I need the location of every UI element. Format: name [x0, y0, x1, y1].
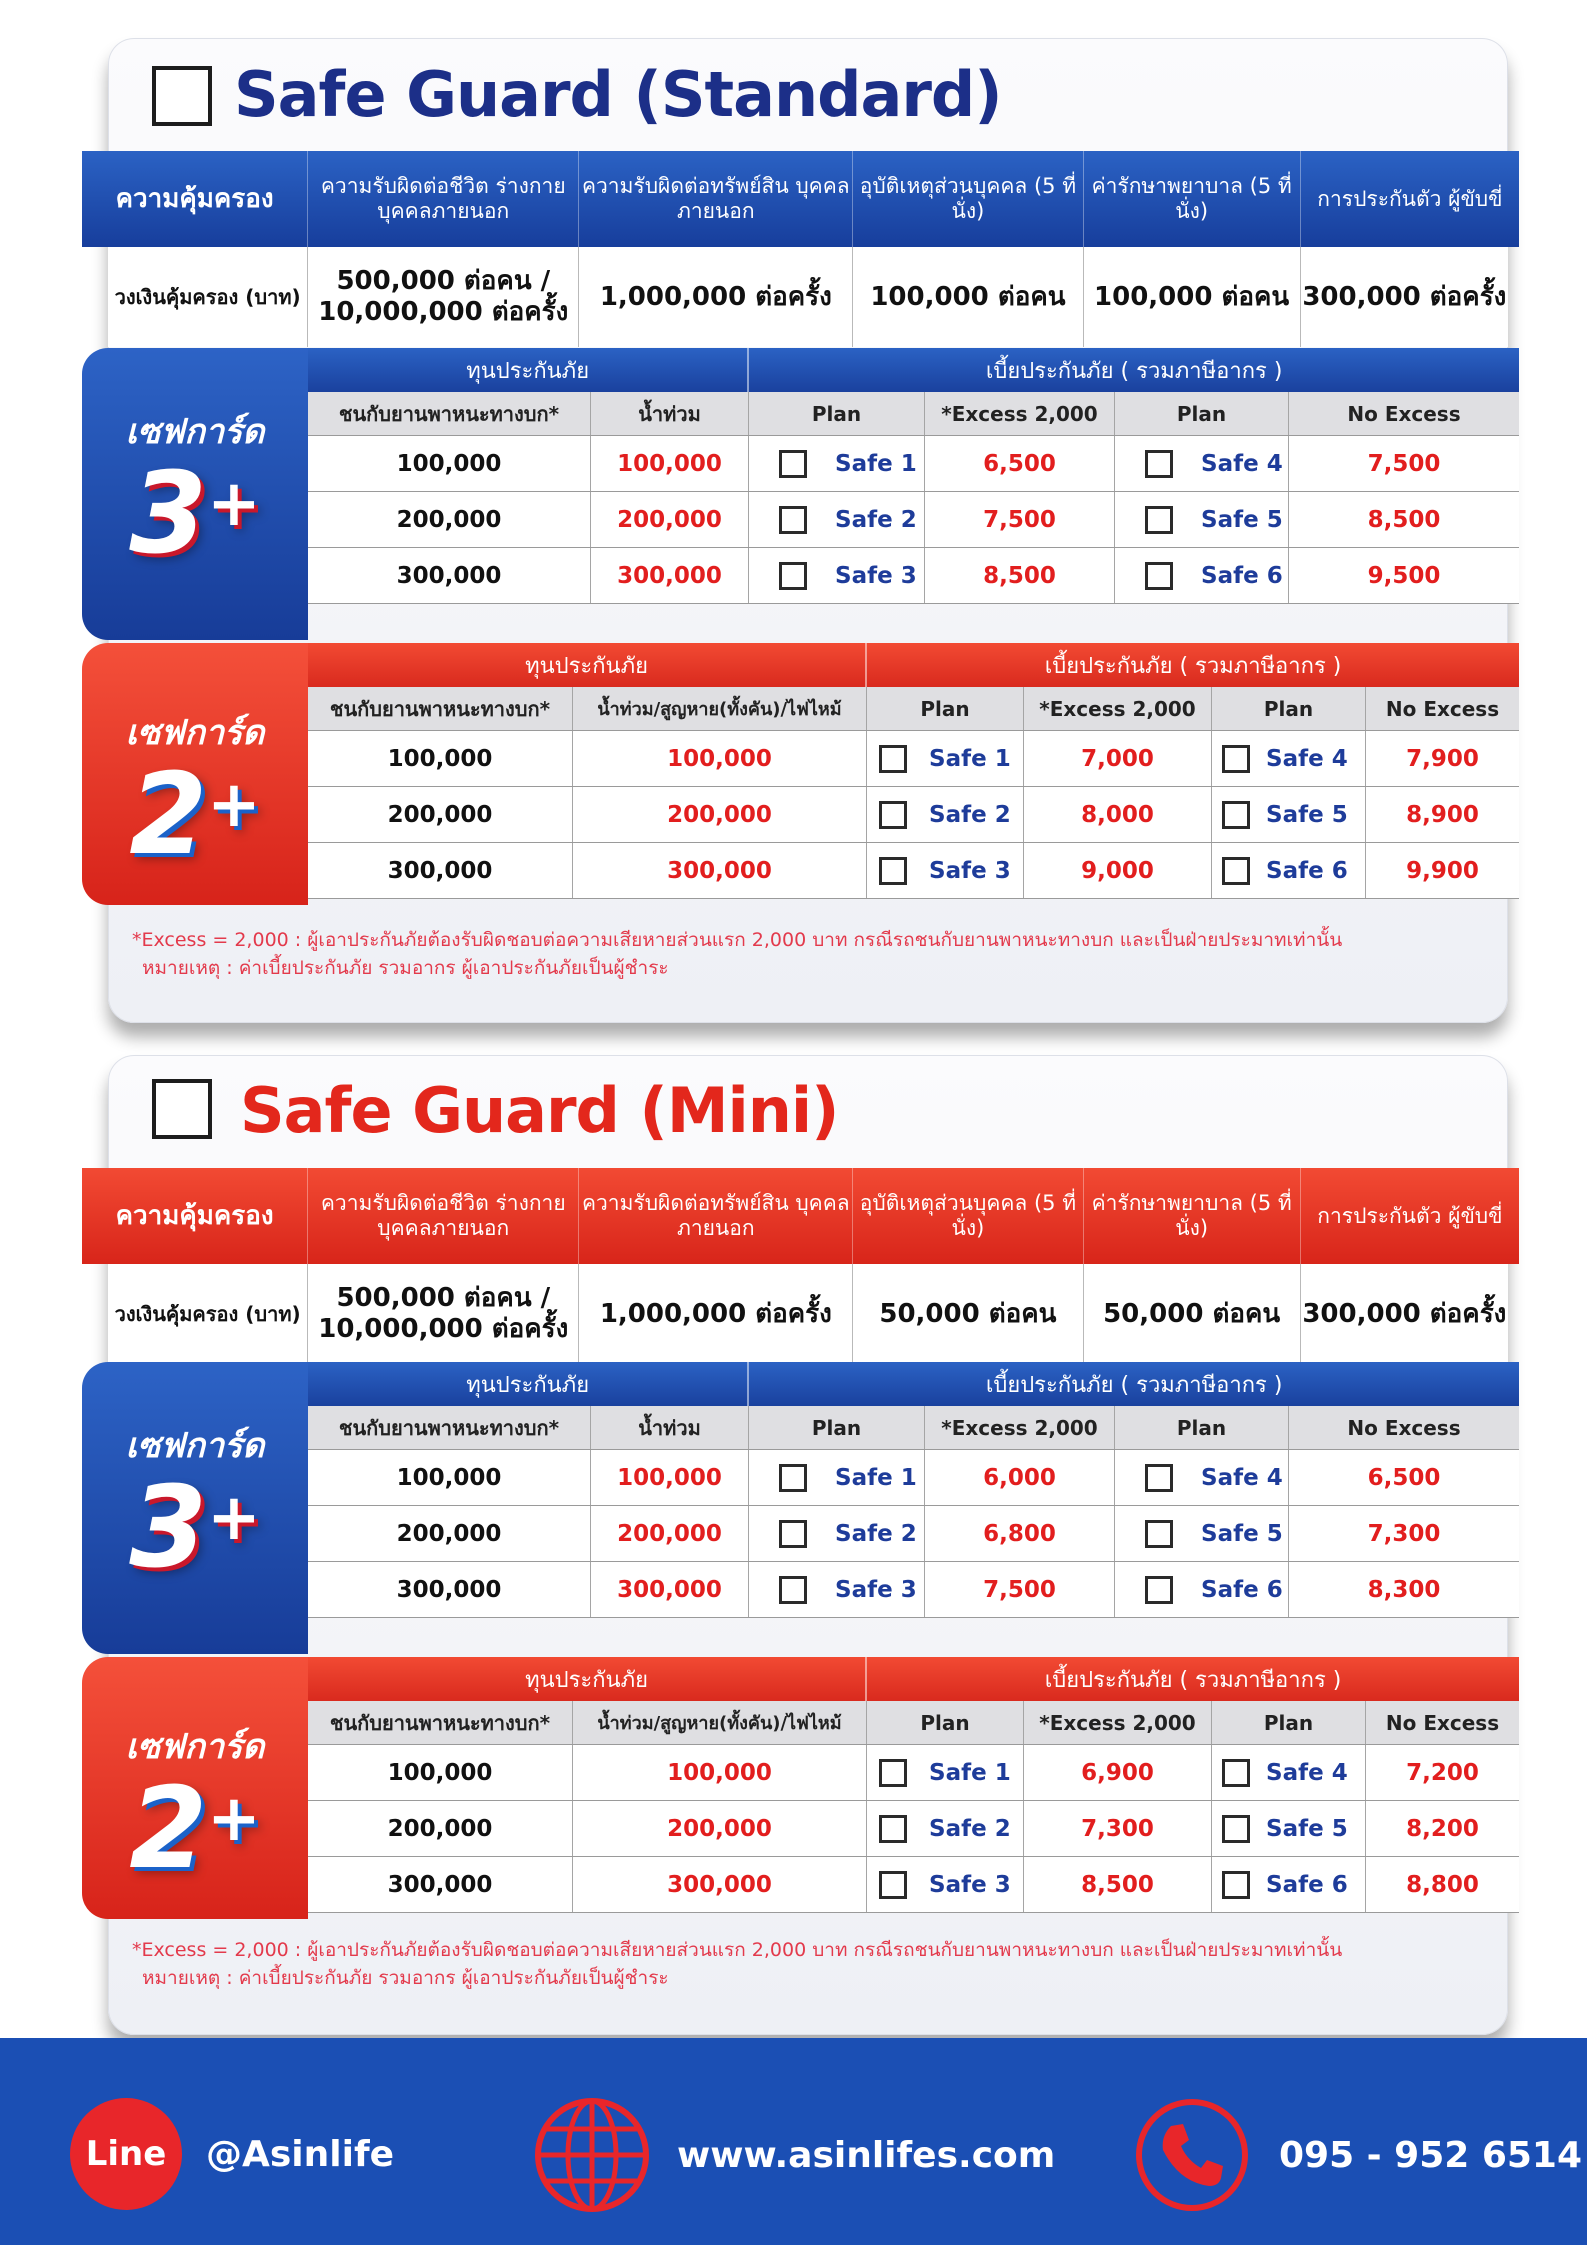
sum-insured: 200,000 [387, 1815, 493, 1842]
note-remark: หมายเหตุ : ค่าเบี้ยประกันภัย รวมอากร ผู้เอาประกันภัยเป็นผู้ชำระ [142, 1967, 669, 1989]
plan-option[interactable] [1211, 843, 1365, 898]
coverage-cell: วงเงินคุ้มครอง (บาท) [114, 285, 301, 309]
plan-option[interactable] [1211, 1857, 1365, 1912]
col-header: Plan [1114, 1406, 1288, 1449]
table-row [308, 787, 1519, 843]
mini-coverage-header [82, 1168, 1519, 1264]
col-header: ชนกับยานพาหนะทางบก* [338, 1415, 560, 1440]
excess-price: 8,500 [1023, 1857, 1211, 1912]
col-header: Plan [866, 687, 1023, 730]
coverage-cell: 500,000 ต่อคน / 10,000,000 ต่อครั้ง [307, 247, 578, 347]
plan-label: Safe 2 [929, 1815, 1011, 1842]
col-header: ชนกับยานพาหนะทางบก* [329, 1710, 551, 1735]
sum-insured: 100,000 [387, 745, 493, 772]
badge-name: เซฟการ์ด [125, 713, 265, 753]
excess-price: 7,000 [1023, 731, 1211, 786]
coverage-cell: 500,000 ต่อคน / 10,000,000 ต่อครั้ง [307, 1264, 578, 1364]
sum-insured: 300,000 [396, 1576, 502, 1603]
plan-checkbox[interactable] [1145, 450, 1173, 478]
table-row [308, 843, 1519, 899]
plan-option[interactable] [748, 1450, 924, 1505]
flood-cover: 300,000 [590, 548, 748, 603]
website-contact[interactable] [533, 2096, 1055, 2214]
band-premium: เบี้ยประกันภัย ( รวมภาษีอากร ) [865, 643, 1519, 687]
coverage-header-cell: ความรับผิดต่อชีวิต ร่างกายบุคคลภายนอก [307, 1168, 578, 1264]
plan2-band [308, 643, 1519, 687]
phone-contact[interactable] [1133, 2096, 1582, 2214]
badge-plus: + [207, 768, 261, 842]
sum-insured: 200,000 [396, 506, 502, 533]
badge-number [129, 1463, 261, 1593]
badge-digit: 2 [129, 750, 208, 880]
sum-insured: 300,000 [396, 562, 502, 589]
sum-insured: 200,000 [396, 1520, 502, 1547]
badge-plus: + [207, 1481, 261, 1555]
plan-checkbox[interactable] [1222, 1759, 1250, 1787]
plan-option[interactable] [1211, 1801, 1365, 1856]
plan-checkbox[interactable] [1222, 1815, 1250, 1843]
badge-number [129, 1764, 261, 1894]
plan-checkbox[interactable] [1145, 506, 1173, 534]
plan-label: Safe 2 [835, 1520, 917, 1547]
band-sum-insured: ทุนประกันภัย [466, 358, 590, 384]
table-row [308, 1801, 1519, 1857]
plan-label: Safe 1 [929, 745, 1011, 772]
plan-checkbox[interactable] [779, 450, 807, 478]
coverage-header-cell: การประกันตัว ผู้ขับขี่ [1300, 1168, 1519, 1264]
plan-label: Safe 6 [1201, 562, 1283, 589]
col-header: No Excess [1365, 1701, 1519, 1744]
col-header: *Excess 2,000 [1023, 1701, 1211, 1744]
col-header: *Excess 2,000 [924, 392, 1114, 435]
mini-plan3-section [82, 1362, 1519, 1654]
coverage-cell: 50,000 ต่อคน [852, 1264, 1082, 1364]
plan-checkbox[interactable] [1222, 857, 1250, 885]
no-excess-price: 8,800 [1365, 1857, 1519, 1912]
table-row [308, 548, 1519, 604]
no-excess-price: 9,900 [1365, 843, 1519, 898]
excess-price: 6,800 [924, 1506, 1114, 1561]
plan-checkbox[interactable] [1145, 1520, 1173, 1548]
standard-coverage-row [108, 247, 1508, 347]
plan-checkbox[interactable] [879, 745, 907, 773]
plan-label: Safe 3 [835, 562, 917, 589]
plan-option[interactable] [866, 787, 1023, 842]
plan-option[interactable] [1114, 436, 1288, 491]
plan3-badge [82, 348, 308, 640]
plan-option[interactable] [866, 731, 1023, 786]
plan-label: Safe 6 [1266, 857, 1348, 884]
table-row [308, 1745, 1519, 1801]
table-header-row [308, 392, 1519, 436]
phone-number[interactable]: 095 - 952 6514 [1279, 2134, 1583, 2176]
sum-insured: 300,000 [387, 1871, 493, 1898]
col-header: น้ำท่วม [590, 1406, 748, 1449]
coverage-header-cell: ความรับผิดต่อทรัพย์สิน บุคคลภายนอก [578, 1168, 852, 1264]
plan-checkbox[interactable] [1222, 745, 1250, 773]
coverage-cell: 1,000,000 ต่อครั้ง [578, 247, 852, 347]
plan-option[interactable] [748, 436, 924, 491]
line-badge-label: Line [85, 2134, 167, 2174]
col-header: Plan [748, 392, 924, 435]
plan-checkbox[interactable] [879, 801, 907, 829]
col-header: น้ำท่วม [590, 392, 748, 435]
table-row [308, 436, 1519, 492]
excess-price: 8,500 [924, 548, 1114, 603]
plan-checkbox[interactable] [879, 857, 907, 885]
table-row [308, 1857, 1519, 1913]
plan-option[interactable] [866, 1857, 1023, 1912]
flood-cover: 300,000 [572, 843, 866, 898]
plan-checkbox[interactable] [879, 1871, 907, 1899]
coverage-cell: 100,000 ต่อคน [1083, 247, 1300, 347]
plan3-badge [82, 1362, 308, 1654]
band-sum-insured: ทุนประกันภัย [525, 653, 648, 679]
col-header: ชนกับยานพาหนะทางบก* [338, 401, 560, 426]
coverage-cell: 300,000 ต่อครั้ง [1300, 247, 1508, 347]
no-excess-price: 7,200 [1365, 1745, 1519, 1800]
excess-price: 8,000 [1023, 787, 1211, 842]
col-header: *Excess 2,000 [1023, 687, 1211, 730]
line-contact[interactable] [70, 2098, 394, 2210]
table-row [308, 1450, 1519, 1506]
plan-checkbox[interactable] [779, 1576, 807, 1604]
excess-price: 6,900 [1023, 1745, 1211, 1800]
no-excess-price: 7,500 [1288, 436, 1519, 491]
plan3-table [308, 392, 1519, 604]
coverage-cell: 50,000 ต่อคน [1083, 1264, 1300, 1364]
plan-checkbox[interactable] [1222, 801, 1250, 829]
plan-label: Safe 1 [835, 450, 917, 477]
no-excess-price: 9,500 [1288, 548, 1519, 603]
mini-coverage-row [108, 1264, 1508, 1364]
plan-checkbox[interactable] [879, 1815, 907, 1843]
band-premium: เบี้ยประกันภัย ( รวมภาษีอากร ) [865, 1657, 1519, 1701]
band-premium: เบี้ยประกันภัย ( รวมภาษีอากร ) [747, 1362, 1519, 1406]
no-excess-price: 7,300 [1288, 1506, 1519, 1561]
col-header: No Excess [1288, 1406, 1519, 1449]
badge-name: เซฟการ์ด [125, 1426, 265, 1466]
sum-insured: 200,000 [387, 801, 493, 828]
mini-title: Safe Guard (Mini) [240, 1074, 839, 1147]
plan-label: Safe 4 [1201, 450, 1283, 477]
badge-plus: + [207, 1782, 261, 1856]
col-header: Plan [1211, 1701, 1365, 1744]
badge-name: เซฟการ์ด [125, 1727, 265, 1767]
mini-notes [132, 1936, 1342, 1992]
coverage-header-cell: อุบัติเหตุส่วนบุคคล (5 ที่นั่ง) [852, 1168, 1082, 1264]
band-premium: เบี้ยประกันภัย ( รวมภาษีอากร ) [747, 348, 1519, 392]
website-link[interactable]: www.asinlifes.com [677, 2134, 1056, 2176]
coverage-cell: วงเงินคุ้มครอง (บาท) [114, 1302, 301, 1326]
badge-name: เซฟการ์ด [125, 412, 265, 452]
note-excess: *Excess = 2,000 : ผู้เอาประกันภัยต้องรับผิดชอบต่อความเสียหายส่วนแรก 2,000 บาท กรณีรถชนกับยานพาหนะทางบก และเป็นฝ่ายประมาทเท่านั้น [132, 929, 1343, 951]
no-excess-price: 8,300 [1288, 1562, 1519, 1617]
coverage-header-cell: ความคุ้มครอง [115, 183, 274, 214]
flood-cover: 100,000 [572, 731, 866, 786]
flood-cover: 300,000 [572, 1857, 866, 1912]
contact-footer [0, 2038, 1587, 2245]
standard-select-checkbox[interactable] [152, 66, 212, 126]
plan-option[interactable] [1211, 787, 1365, 842]
plan-option[interactable] [1211, 1745, 1365, 1800]
badge-number [129, 750, 261, 880]
coverage-header-cell: ความรับผิดต่อทรัพย์สิน บุคคลภายนอก [578, 151, 852, 247]
band-sum-insured: ทุนประกันภัย [466, 1372, 590, 1398]
plan-option[interactable] [1114, 1562, 1288, 1617]
plan3-band [308, 348, 1519, 392]
badge-digit: 2 [129, 1764, 208, 1894]
flood-cover: 200,000 [590, 492, 748, 547]
col-header: No Excess [1288, 392, 1519, 435]
mini-select-checkbox[interactable] [152, 1079, 212, 1139]
table-header-row [308, 1406, 1519, 1450]
plan-option[interactable] [1114, 1506, 1288, 1561]
excess-price: 7,300 [1023, 1801, 1211, 1856]
table-row [308, 492, 1519, 548]
plan-checkbox[interactable] [1145, 562, 1173, 590]
plan-option[interactable] [866, 843, 1023, 898]
globe-icon [533, 2096, 651, 2214]
note-remark: หมายเหตุ : ค่าเบี้ยประกันภัย รวมอากร ผู้เอาประกันภัยเป็นผู้ชำระ [142, 957, 669, 979]
plan-option[interactable] [1114, 1450, 1288, 1505]
plan-checkbox[interactable] [779, 1520, 807, 1548]
no-excess-price: 8,200 [1365, 1801, 1519, 1856]
phone-icon [1133, 2096, 1251, 2214]
badge-digit: 3 [129, 1463, 208, 1593]
coverage-header-cell: ความรับผิดต่อชีวิต ร่างกายบุคคลภายนอก [307, 151, 578, 247]
standard-notes [132, 926, 1342, 982]
plan-checkbox[interactable] [1145, 1464, 1173, 1492]
sum-insured: 100,000 [387, 1759, 493, 1786]
coverage-header-cell: ค่ารักษาพยาบาล (5 ที่นั่ง) [1083, 151, 1300, 247]
line-id[interactable]: @Asinlife [206, 2133, 395, 2175]
plan-label: Safe 6 [1201, 1576, 1283, 1603]
plan-label: Safe 5 [1266, 801, 1348, 828]
excess-price: 7,500 [924, 492, 1114, 547]
plan-option[interactable] [748, 492, 924, 547]
no-excess-price: 8,500 [1288, 492, 1519, 547]
coverage-header-cell: อุบัติเหตุส่วนบุคคล (5 ที่นั่ง) [852, 151, 1082, 247]
plan-option[interactable] [748, 1506, 924, 1561]
plan-option[interactable] [748, 548, 924, 603]
sum-insured: 100,000 [396, 1464, 502, 1491]
plan-label: Safe 4 [1266, 1759, 1348, 1786]
plan-label: Safe 3 [929, 1871, 1011, 1898]
plan-label: Safe 5 [1201, 506, 1283, 533]
table-row [308, 1506, 1519, 1562]
flood-cover: 100,000 [572, 1745, 866, 1800]
line-badge-icon [70, 2098, 182, 2210]
badge-plus: + [207, 467, 261, 541]
badge-digit: 3 [129, 449, 208, 579]
coverage-cell: 300,000 ต่อครั้ง [1300, 1264, 1508, 1364]
mini-plan2-section [82, 1657, 1519, 1919]
excess-price: 7,500 [924, 1562, 1114, 1617]
note-excess: *Excess = 2,000 : ผู้เอาประกันภัยต้องรับผิดชอบต่อความเสียหายส่วนแรก 2,000 บาท กรณีรถชนกับยานพาหนะทางบก และเป็นฝ่ายประมาทเท่านั้น [132, 1939, 1343, 1961]
no-excess-price: 7,900 [1365, 731, 1519, 786]
plan2-table [308, 687, 1519, 899]
plan-checkbox[interactable] [779, 1464, 807, 1492]
no-excess-price: 6,500 [1288, 1450, 1519, 1505]
plan-label: Safe 1 [835, 1464, 917, 1491]
plan-label: Safe 6 [1266, 1871, 1348, 1898]
standard-plan2-section [82, 643, 1519, 905]
table-header-row [308, 687, 1519, 731]
standard-plan3-section [82, 348, 1519, 640]
col-header: ชนกับยานพาหนะทางบก* [329, 696, 551, 721]
flood-cover: 300,000 [590, 1562, 748, 1617]
plan-checkbox[interactable] [1222, 1871, 1250, 1899]
plan-checkbox[interactable] [1145, 1576, 1173, 1604]
flood-cover: 200,000 [572, 1801, 866, 1856]
plan-checkbox[interactable] [779, 562, 807, 590]
standard-title: Safe Guard (Standard) [234, 58, 1002, 131]
col-header: Plan [1114, 392, 1288, 435]
plan-option[interactable] [1114, 548, 1288, 603]
plan-label: Safe 3 [835, 1576, 917, 1603]
plan3-table [308, 1406, 1519, 1618]
plan-label: Safe 4 [1266, 745, 1348, 772]
col-header: Plan [866, 1701, 1023, 1744]
plan-option[interactable] [1114, 492, 1288, 547]
col-header: Plan [1211, 687, 1365, 730]
plan-option[interactable] [866, 1801, 1023, 1856]
col-header: น้ำท่วม/สูญหาย(ทั้งคัน)/ไฟไหม้ [572, 1701, 866, 1744]
sum-insured: 300,000 [387, 857, 493, 884]
col-header: น้ำท่วม/สูญหาย(ทั้งคัน)/ไฟไหม้ [572, 687, 866, 730]
badge-number [129, 449, 261, 579]
sum-insured: 100,000 [396, 450, 502, 477]
flood-cover: 100,000 [590, 436, 748, 491]
coverage-header-cell: การประกันตัว ผู้ขับขี่ [1300, 151, 1519, 247]
table-row [308, 731, 1519, 787]
plan-label: Safe 2 [835, 506, 917, 533]
coverage-header-cell: ความคุ้มครอง [115, 1200, 274, 1231]
table-row [308, 1562, 1519, 1618]
plan-label: Safe 1 [929, 1759, 1011, 1786]
plan-option[interactable] [866, 1745, 1023, 1800]
no-excess-price: 8,900 [1365, 787, 1519, 842]
band-sum-insured: ทุนประกันภัย [525, 1667, 648, 1693]
standard-coverage-header [82, 151, 1519, 247]
plan-label: Safe 2 [929, 801, 1011, 828]
plan-option[interactable] [1211, 731, 1365, 786]
col-header: No Excess [1365, 687, 1519, 730]
plan-option[interactable] [748, 1562, 924, 1617]
flood-cover: 200,000 [590, 1506, 748, 1561]
coverage-header-cell: ค่ารักษาพยาบาล (5 ที่นั่ง) [1083, 1168, 1300, 1264]
plan2-badge [82, 1657, 308, 1919]
excess-price: 9,000 [1023, 843, 1211, 898]
plan2-band [308, 1657, 1519, 1701]
col-header: Plan [748, 1406, 924, 1449]
table-header-row [308, 1701, 1519, 1745]
plan-checkbox[interactable] [879, 1759, 907, 1787]
excess-price: 6,000 [924, 1450, 1114, 1505]
plan-label: Safe 5 [1266, 1815, 1348, 1842]
plan2-badge [82, 643, 308, 905]
plan-label: Safe 4 [1201, 1464, 1283, 1491]
excess-price: 6,500 [924, 436, 1114, 491]
plan3-band [308, 1362, 1519, 1406]
coverage-cell: 100,000 ต่อคน [852, 247, 1082, 347]
flood-cover: 100,000 [590, 1450, 748, 1505]
plan-label: Safe 5 [1201, 1520, 1283, 1547]
flood-cover: 200,000 [572, 787, 866, 842]
coverage-cell: 1,000,000 ต่อครั้ง [578, 1264, 852, 1364]
plan2-table [308, 1701, 1519, 1913]
plan-label: Safe 3 [929, 857, 1011, 884]
plan-checkbox[interactable] [779, 506, 807, 534]
col-header: *Excess 2,000 [924, 1406, 1114, 1449]
